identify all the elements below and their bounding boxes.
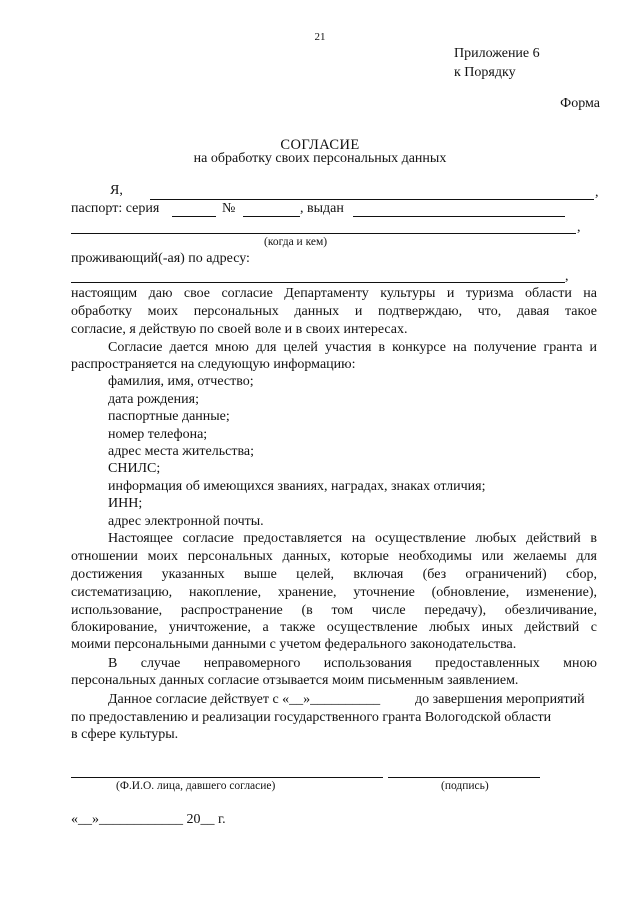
document-subtitle: на обработку своих персональных данных [193,151,447,166]
residing-label: проживающий(-ая) по адресу: [71,251,250,266]
list-item: фамилия, имя, отчество; [108,374,254,389]
date-line: «__»____________ 20__ г. [71,812,226,827]
issued-by-continuation-field[interactable] [71,233,576,234]
full-name-field[interactable] [150,199,594,200]
signature-line[interactable] [388,777,540,778]
list-item: СНИЛС; [108,461,161,476]
appendix-line-2: к Порядку [454,65,516,80]
comma-2: , [577,220,581,235]
issued-label: , выдан [300,201,344,216]
document-title: СОГЛАСИЕ [280,137,360,153]
list-item: ИНН; [108,496,143,511]
list-item: дата рождения; [108,392,199,407]
actions-line-5: использование, распространение (в том числе передачу), обезличивание, [71,603,597,618]
actions-line-6: блокирование, уничтожение, а также осуществление любых иных действий с [71,620,597,635]
passport-series-field[interactable] [172,216,216,217]
when-by-whom-caption: (когда и кем) [264,236,328,248]
actions-line-3: достижения указанных выше целей, включая (без ограничений) сбор, [71,567,597,582]
list-item: номер телефона; [108,427,208,442]
consent-line-3: согласие, я действую по своей воле и в своих интересах. [71,322,408,337]
i-label: Я, [110,183,123,198]
purpose-line-2: распространяется на следующую информацию: [71,357,356,372]
appendix-line-1: Приложение 6 [454,46,540,61]
list-item: адрес места жительства; [108,444,254,459]
actions-line-1: Настоящее согласие предоставляется на осуществление любых действий в [108,531,597,546]
validity-start-date: Данное согласие действует с «__»__________ [108,692,381,707]
fio-signature-line[interactable] [71,777,383,778]
purpose-line-1: Согласие дается мною для целей участия в конкурсе на получение гранта и [108,340,597,355]
validity-line-3: в сфере культуры. [71,727,179,742]
passport-number-label: № [222,201,236,216]
comma-1: , [595,185,599,200]
revoke-line-1: В случае неправомерного использования предоставленных мною [108,656,597,671]
appendix-reference [454,44,540,82]
comma-3: , [565,269,569,284]
actions-line-7: моими персональными данными с учетом федерального законодательства. [71,637,517,652]
validity-line-2: по предоставлению и реализации государственного гранта Вологодской области [71,710,552,725]
actions-line-2: отношении моих персональных данных, которые необходимы или желаемы для [71,549,597,564]
validity-suffix: до завершения мероприятий [415,692,585,707]
consent-line-2: обработку моих персональных данных и подтверждаю, что, давая такое [71,304,597,319]
page-number: 21 [314,31,326,43]
form-label: Форма [560,96,600,111]
address-field[interactable] [71,282,565,283]
issued-by-field[interactable] [353,216,565,217]
consent-line-1: настоящим даю свое согласие Департаменту культуры и туризма области на [71,286,597,301]
actions-line-4: систематизацию, накопление, хранение, уточнение (обновление, изменение), [71,585,597,600]
revoke-line-2: персональных данных согласие отзывается моим письменным заявлением. [71,673,519,688]
list-item: паспортные данные; [108,409,230,424]
fio-caption: (Ф.И.О. лица, давшего согласие) [116,780,276,792]
list-item: адрес электронной почты. [108,514,264,529]
signature-caption: (подпись) [441,780,489,792]
passport-number-field[interactable] [243,216,300,217]
passport-series-label: паспорт: серия [71,201,160,216]
list-item: информация об имеющихся званиях, наградах, знаках отличия; [108,479,486,494]
